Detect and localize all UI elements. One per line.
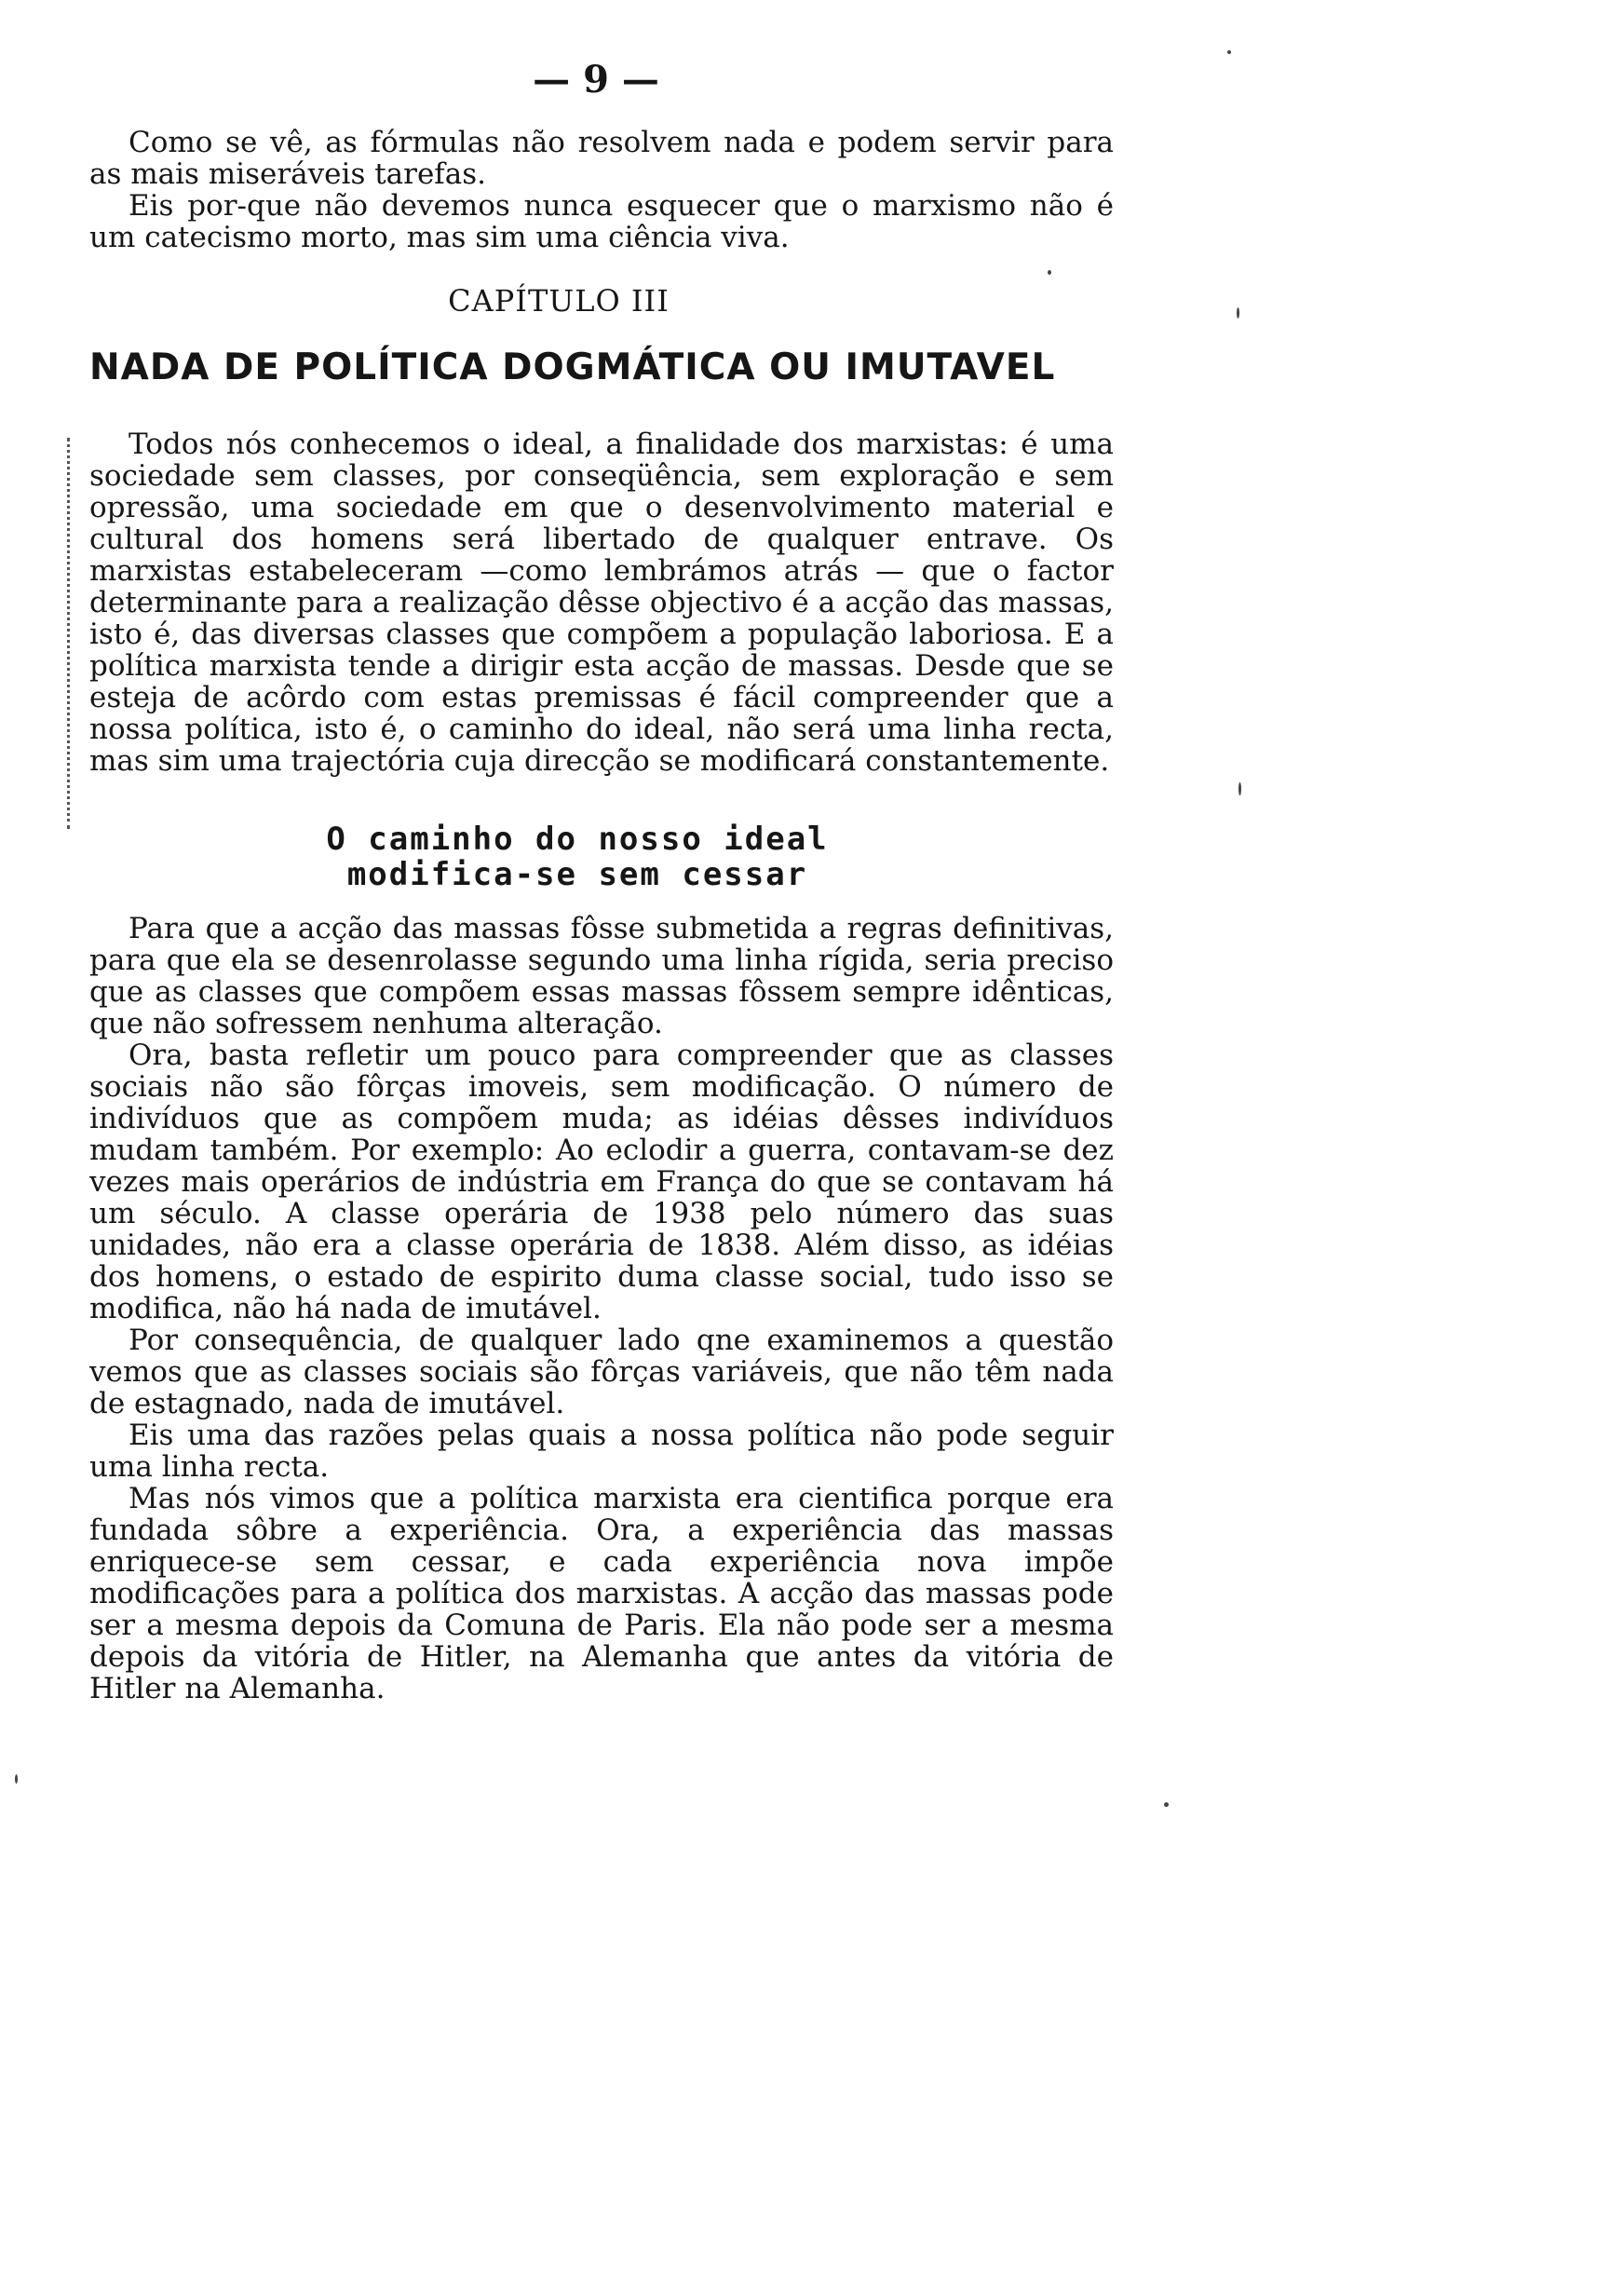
paragraph: Todos nós conhecemos o ideal, a finalidade dos marxistas: é uma sociedade sem classes, por conseqüência, sem exploração e sem opressão, uma sociedade em que o desenvolvimento material e cultural dos homens será libertado de qualquer entrave. Os marxistas estabeleceram —como lembrámos atrás — que o factor determinante para a realização dêsse objectivo é a acção das massas, isto é, das diversas classes que compõem a população laboriosa. E a política marxista tende a dirigir esta acção de massas. Desde que se esteja de acôrdo com estas premissas é fácil compreender que a nossa política, isto é, o caminho do ideal, não será uma linha recta, mas sim uma trajectória cuja direcção se modificará constantemente. bbox=[89, 428, 1114, 778]
print-speck bbox=[15, 1774, 18, 1784]
print-speck bbox=[1237, 307, 1239, 319]
chapter-title: NADA DE POLÍTICA DOGMÁTICA OU IMUTAVEL bbox=[89, 346, 1056, 388]
subheading-line: O caminho do nosso ideal bbox=[326, 821, 829, 858]
paragraph: Eis uma das razões pelas quais a nossa política não pode seguir uma linha recta. bbox=[89, 1419, 1114, 1484]
print-speck bbox=[1238, 782, 1241, 795]
page-number: — 9 — bbox=[533, 58, 659, 102]
paragraph: Como se vê, as fórmulas não resolvem nada e podem servir para as mais miseráveis tarefas. bbox=[89, 126, 1114, 191]
print-speck bbox=[1048, 270, 1051, 275]
paragraph: Mas nós vimos que a política marxista era cientifica porque era fundada sôbre a experiência. Ora, a experiência das massas enriquece-se sem cessar, e cada experiência nova impõe modificações para a política dos marxistas. A acção das massas pode ser a mesma depois da Comuna de Paris. Ela não pode ser a mesma depois da vitória de Hitler, na Alemanha que antes da vitória de Hitler na Alemanha. bbox=[89, 1482, 1114, 1705]
intro-text bbox=[89, 127, 1114, 253]
print-speck bbox=[1164, 1802, 1169, 1807]
print-speck bbox=[1227, 50, 1231, 54]
subheading-line: modifica-se sem cessar bbox=[346, 856, 808, 893]
paragraph: Por consequência, de qualquer lado qne examinemos a questão vemos que as classes sociais são fôrças variáveis, que não têm nada de estagnado, nada de imutável. bbox=[89, 1324, 1114, 1420]
chapter-body bbox=[89, 428, 1114, 777]
margin-mark bbox=[67, 438, 79, 829]
paragraph: Ora, basta refletir um pouco para compreender que as classes sociais não são fôrças imoveis, sem modificação. O número de indivíduos que as compõem muda; as idéias dêsses indivíduos mudam também. Por exemplo: Ao eclodir a guerra, contavam-se dez vezes mais operários de indústria em França do que se contavam há um século. A classe operária de 1938 pelo número das suas unidades, não era a classe operária de 1838. Além disso, as idéias dos homens, o estado de espirito duma classe social, tudo isso se modifica, não há nada de imutável. bbox=[89, 1039, 1114, 1325]
section-subheading bbox=[279, 822, 875, 892]
chapter-label: CAPÍTULO III bbox=[448, 283, 670, 319]
paragraph: Para que a acção das massas fôsse submetida a regras definitivas, para que ela se desenrolasse segundo uma linha rígida, seria preciso que as classes que compõem essas massas fôssem sempre idênticas, que não sofressem nenhuma alteração. bbox=[89, 912, 1114, 1040]
section-body bbox=[89, 913, 1114, 1704]
paragraph: Eis por-que não devemos nunca esquecer que o marxismo não é um catecismo morto, mas sim uma ciência viva. bbox=[89, 189, 1114, 254]
